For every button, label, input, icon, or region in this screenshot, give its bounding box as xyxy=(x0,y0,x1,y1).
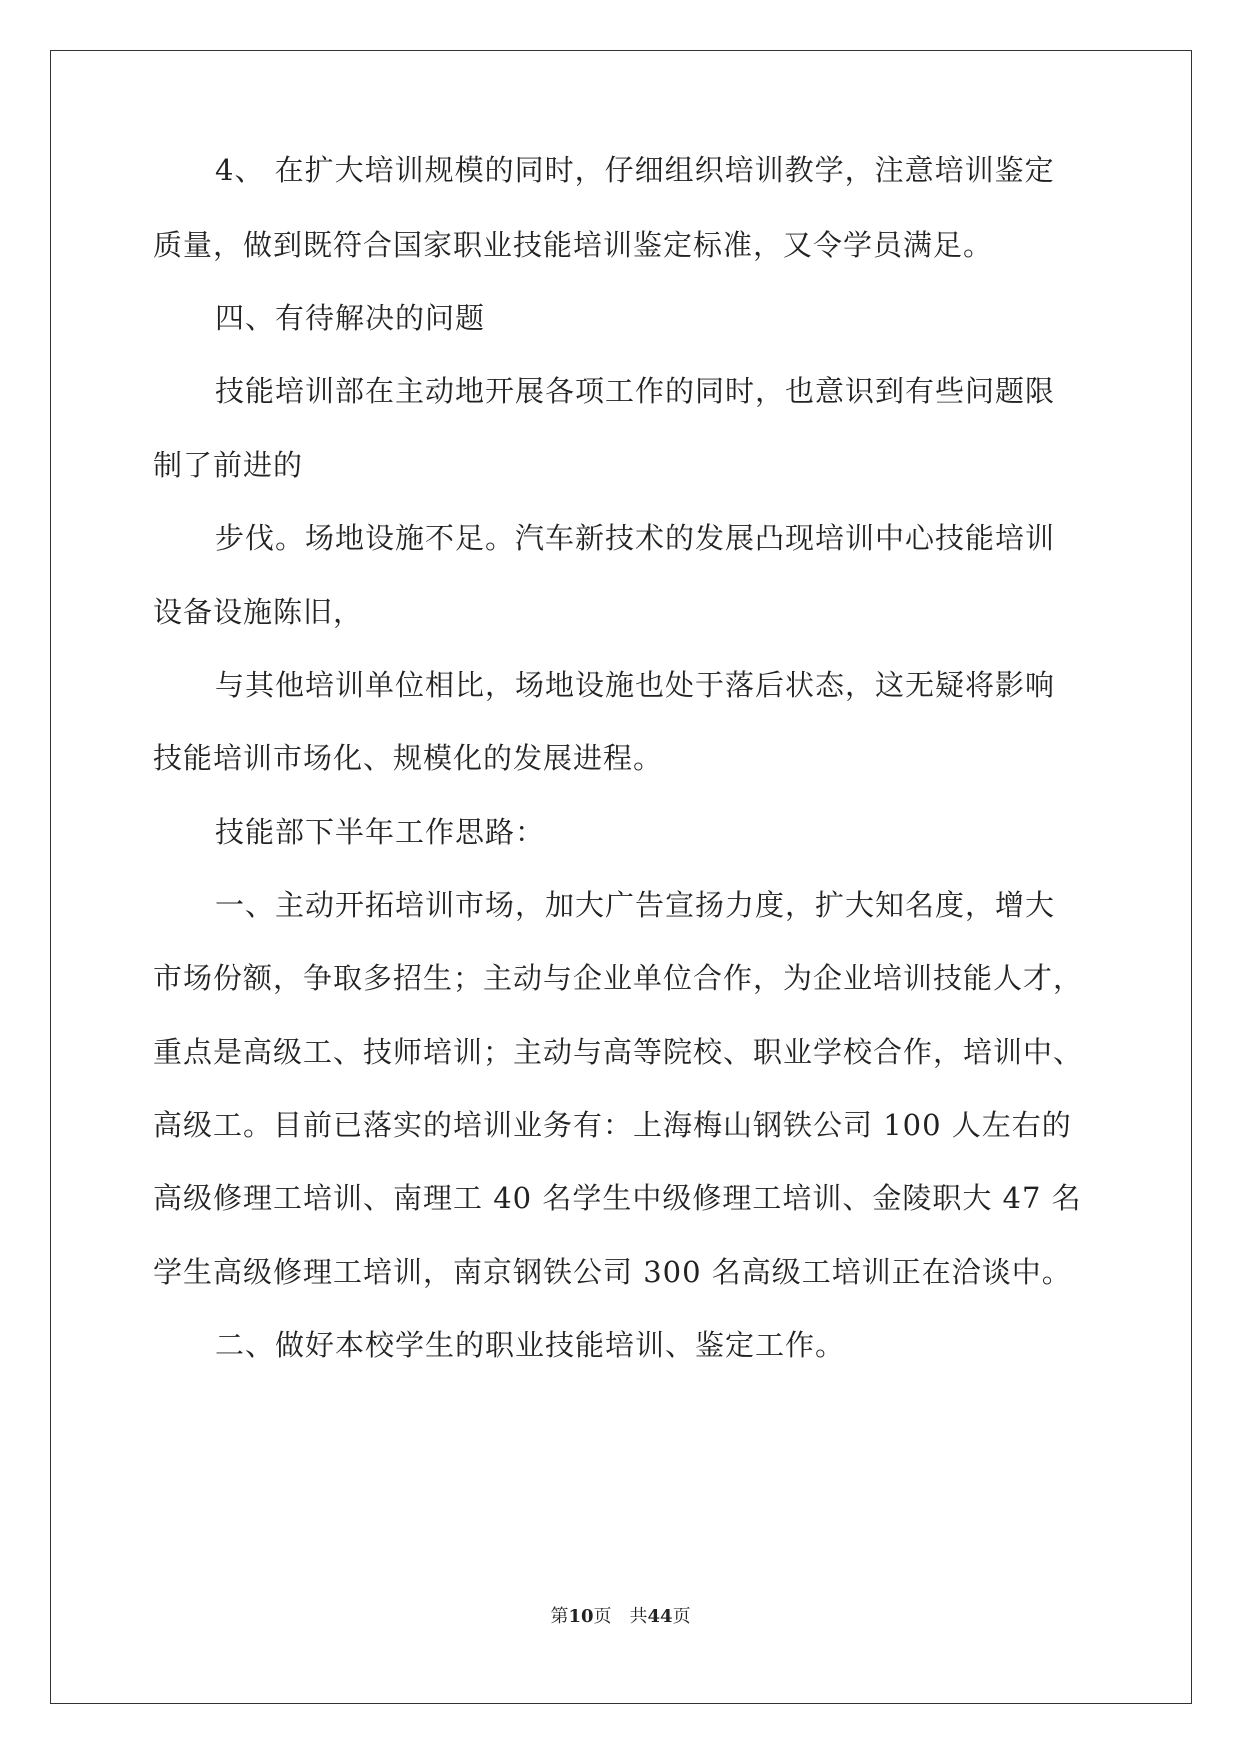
total-page-number: 44 xyxy=(647,1606,673,1627)
text-line: 设备设施陈旧， xyxy=(153,595,364,629)
text-line: 市场份额，争取多招生；主动与企业单位合作，为企业培训技能人才， xyxy=(153,961,1084,995)
text-line: 学生高级修理工培训，南京钢铁公司 300 名高级工培训正在洽谈中。 xyxy=(153,1255,1072,1289)
text-line: 一、主动开拓培训市场，加大广告宣扬力度，扩大知名度，增大 xyxy=(215,888,1056,922)
text-line: 二、做好本校学生的职业技能培训、鉴定工作。 xyxy=(215,1328,846,1362)
text-line: 步伐。场地设施不足。汽车新技术的发展凸现培训中心技能培训 xyxy=(215,521,1056,555)
text-line: 技能培训部在主动地开展各项工作的同时，也意识到有些问题限 xyxy=(215,374,1056,408)
text-line: 质量，做到既符合国家职业技能培训鉴定标准，又令学员满足。 xyxy=(153,228,994,262)
page-footer xyxy=(0,1605,1241,1629)
text-line: 4、 在扩大培训规模的同时，仔细组织培训教学，注意培训鉴定 xyxy=(215,153,1055,187)
footer-prefix: 第 xyxy=(550,1606,569,1627)
text-line: 高级修理工培训、南理工 40 名学生中级修理工培训、金陵职大 47 名 xyxy=(153,1181,1082,1215)
text-line: 高级工。目前已落实的培训业务有：上海梅山钢铁公司 100 人左右的 xyxy=(153,1108,1072,1142)
text-line: 与其他培训单位相比，场地设施也处于落后状态，这无疑将影响 xyxy=(215,668,1056,702)
text-line: 重点是高级工、技师培训；主动与高等院校、职业学校合作，培训中、 xyxy=(153,1035,1084,1069)
text-line: 技能培训市场化、规模化的发展进程。 xyxy=(153,741,664,775)
section-heading: 技能部下半年工作思路： xyxy=(215,815,546,849)
footer-suffix: 页 xyxy=(672,1606,691,1627)
section-heading: 四、有待解决的问题 xyxy=(215,301,486,335)
footer-middle: 页 共 xyxy=(593,1606,648,1627)
current-page-number: 10 xyxy=(568,1606,594,1627)
text-line: 制了前进的 xyxy=(153,448,304,482)
